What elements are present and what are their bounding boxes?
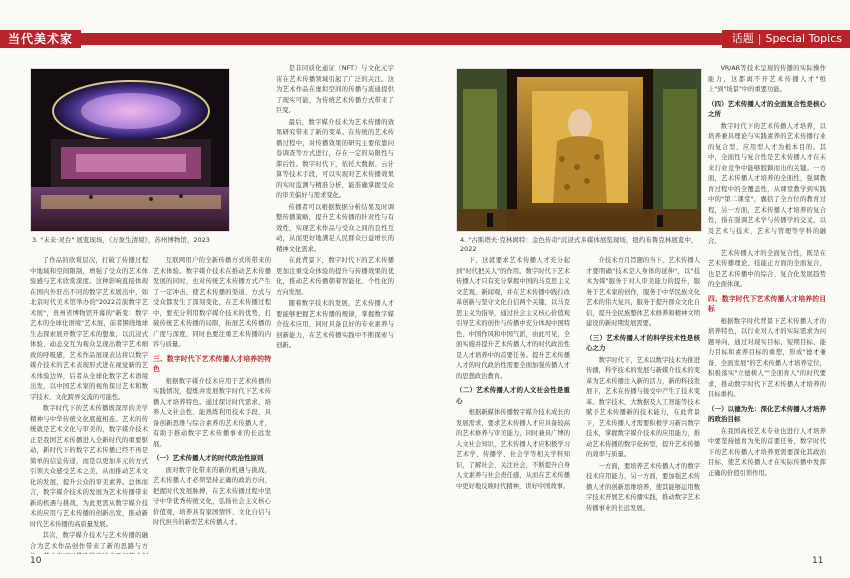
paragraph: 艺术传播人才的全面复合性，既是在艺术传播理论、技能正方面的全面复合，也是艺术传播中的综合、复合化发展趋势的全面体现。 bbox=[708, 249, 826, 288]
klimt-hall-illustration bbox=[457, 69, 702, 232]
paragraph: 传播者可以根据数据分析结果及时调整传播策略，提升艺术传播的针对性与有效性，实现艺术作品与受众之间的良性互动，从而更好地满足人民群众日益增长的精神文化需求。 bbox=[276, 203, 394, 253]
left-column-2 bbox=[153, 256, 271, 554]
paragraph: 是非同质化通证（NFT）与文化元宇宙在艺术传播领域引起了广泛的关注。这为艺术作品在虚拟空间的传播与流通提供了现实可能，为传统艺术传播方式带来了巨变。 bbox=[276, 65, 394, 114]
paragraph: 互联网用户的全新传播方式所带来的艺术体验。数字媒介技术在推动艺术传播发展的同时，也对传统艺术传播方式产生了一定冲击，使艺术传播的渠道、方式与受众都发生了深刻变化，在艺术传播过程中，要充分利用数字媒介技术的优势，打破传统艺术传播的局限，拓展艺术传播的广度与深度，同时也要注重艺术传播的内容与质量。 bbox=[153, 257, 271, 348]
photo-caption-left: 3. "未来·灵台" 展览现场，《万象生清境》，苏州博物馆，2023 bbox=[32, 236, 210, 244]
paragraph: 数字时代下，艺术以数字技术为推进传播，科学技术的发展与新媒介技术的变革为艺术传播注入新的活力，新的科技发展下，艺术在传播与接受中产生了技术变革。数字技术，大数据及人工智能等技术赋予艺术传播新的技术能力，在此背景下，艺术传播人才需要积极学习新兴数字技术，掌握数字媒介技术的应用能力，推动艺术传播的数字化转型，提升艺术传播的效率与质量。 bbox=[586, 356, 700, 458]
paragraph: 随着数字技术的发展，艺术传播人才要能够把握艺术传播的规律，掌握数字媒介技术应用，同时具备良好的专业素养与创新能力，在艺术传播实践中不断探索与创新。 bbox=[276, 300, 394, 349]
paragraph: 数字时代下的艺术传播人才培养，以培养兼具理论与实践素养的艺术传播行业的复合型、应用型人才为根本目的。其中，全面性与复合性是艺术传播人才在未来行业竞争中能够脱颖而出的关键。一方面，艺术传播人才培养的全面性，强调教育过程中的全覆盖性，从课堂教学到实践中的"第二课堂"，囊括了全方位的教育过程，另一方面，艺术传播人才培养的复合性，指在强调艺术学与传播学的交叉，以及艺术与技术、艺术与管理等学科的融合。 bbox=[708, 122, 826, 245]
subsection-heading: （三）艺术传播人才的科学技术性是核心之力 bbox=[586, 333, 700, 352]
paragraph: 下，这就要求艺术传播人才充分起到"时代把关人"的作用。数字时代下艺术传播人才只有充分掌握中国的马克思主义文艺观，新闻观，并在艺术传播中践行改革创新与坚守文化自信两个关键，以马克思主义为指导，通过社会主义核心价值观引导艺术的创作与传播中充分体现中国特色、中国作风和中国气派，由此可见，全面实施并提升艺术传播人才的时代政治性是人才培养中的首要任务。提升艺术传播人才的时代政治性需要全面加强传播人才的思想政治教育。 bbox=[456, 257, 570, 380]
section-heading: 三、数字时代下艺术传播人才培养的特色 bbox=[153, 354, 271, 373]
paragraph: 其次，数字媒介技术与艺术传播的融合为艺术作品创作带来了新的思路与方 bbox=[30, 532, 148, 550]
paragraph: 数字时代下的艺术传播既深厚的美学精神与中华传统文化底蕴相连。艺术的传统就是艺术文化与审美的，数字媒介技术正是我国艺术传播进入全新时代的重要驱动，新时代下的数字艺术传播已经不再是简单的信息传递，而是以更加多元的方式引领大众感受艺术之美，从而推动艺术文化的发展，提升公众的审美素养。总体而言，数字媒介技术的发展为艺术传播带来新的机遇与挑战，为此更需从数字媒介技术的应用与艺术传播的创新出发，推动新时代艺术传播的高质量发展。 bbox=[30, 405, 148, 528]
section-heading: 四、数字时代下艺术传播人才培养的目标 bbox=[708, 294, 826, 313]
paragraph: 根据数字时代背景下艺术传播人才的培养特色，以行业对人才的实际需求为问题导向，通过对现实目标，短期目标、能力目标和素养目标的重塑，形成"德才兼备、全面发展"的艺术传播人才培养定位，积极落实"立德树人""全面育人"的时代要求，推动数字时代下艺术传播人才培养的目标重构。 bbox=[708, 317, 826, 398]
magazine-logo: 当代美术家 bbox=[0, 30, 81, 48]
paragraph: 一方面，要培养艺术传播人才的数字技术应用能力，另一方面，要加强艺术传播人才的创新思维培养，使其能够运用数字技术开展艺术传播实践，推动数字艺术传播事业的长远发展。 bbox=[586, 462, 700, 512]
topic-label bbox=[722, 30, 850, 48]
right-column-1 bbox=[456, 256, 570, 554]
photo-caption-right: 4. "古斯塔夫·克林姆特：金色传奇"沉浸式多媒体展览现场，纽约布鲁克林展览中，2022 bbox=[460, 236, 698, 253]
paragraph: 根据新媒体传播数字媒介技术成长的发展需求，要求艺术传播人才应具备较高的艺术修养与审美能力，同时兼具广博的人文社会知识，艺术传播人才应积极学习艺术学、传播学、社会学等相关学科知识，了解社会、关注社会，不断提升自身人文素养与社会责任感，从而在艺术传播中更好地反映时代精神，讲好中国故事。 bbox=[456, 409, 570, 490]
page-number-right: 11 bbox=[812, 556, 824, 566]
right-column-2 bbox=[586, 256, 700, 554]
paragraph: 最后，数字媒介技术为艺术传播的效果研究带来了新的变革。在传统的艺术传播过程中，对传播效果的研究主要依靠问卷调查等方式进行，存在一定的局限性与滞后性。数字时代下，依托大数据、云计算等技术手段，可以实现对艺术传播效果的实时监测与精准分析，能准确掌握受众的审美偏好与需求变化。 bbox=[276, 118, 394, 199]
left-column-3 bbox=[276, 64, 394, 554]
subsection-heading: （四）艺术传播人才的全面复合性是核心之所 bbox=[708, 99, 826, 118]
topic-en: Special Topics bbox=[765, 32, 842, 45]
paragraph: 根据数字媒介技术应用于艺术传播的实践情况，提炼并发展数字时代下艺术传播人才培养特色。通过探讨时代需求、培养人文社会性、能熟练利用技术手段、具备创新思维与综合素养的艺术传播人才，有助于推动数字艺术传播事业的长远发展。 bbox=[153, 377, 271, 448]
exhibition-photo-right bbox=[456, 68, 702, 232]
paragraph: 在我国高校艺术专业也进行人才培养中要坚持德育为先的首要任务，数字时代下的艺术传播人才培养更需要深化其政治目标，使艺术传播人才在实际传播中发挥正确的价值引领作用。 bbox=[708, 427, 826, 477]
paragraph: 在此背景下，数字时代下的艺术传播更加注重受众体验的提升与传播效果的优化，推动艺术传播朝着智能化、个性化的方向发展。 bbox=[276, 257, 394, 296]
subsection-heading: （一）以德为先：深化艺术传播人才培养的政治目标 bbox=[708, 404, 826, 423]
paragraph: 了作品的欣赏层次，打破了传播过程中地域和空间限制，增强了受众的艺术体验感与艺术欣赏深度。这种影响直接体现在国内外驻出不同的数字艺术展出中，如北京时代美术馆举办的"2022首演数字艺术展"，贵州省博物馆开幕的"新变：数字艺术的全球化语境"艺术展，前者围绕地球生态探索展开数字艺术的想象，以沉浸式体验、动态交互为观众呈现出数字艺术细致的呼吸感，艺术作品展现表达将以数字媒介技术的艺术表现形式进在视觉新的艺术体验边界，后者从全球化数字艺术语境出发，以中国艺术家的视角探讨艺术和数字技术、文化跨界交流的可能性。 bbox=[30, 257, 148, 401]
paragraph: VR/AR等技术呈现的传播的实际操作能力，这都离不开艺术传播人才"纸上"到"场景"中的重要功能。 bbox=[708, 65, 826, 93]
right-column-3 bbox=[708, 64, 826, 554]
left-column-1 bbox=[30, 256, 148, 554]
paragraph: 面对数字化带来的新的机遇与挑战，艺术传播人才必须坚持正确的政治方向，把握时代发展脉搏，在艺术传播过程中坚守中华优秀传统文化，弘扬社会主义核心价值观，培养具有家国情怀、文化自信与时代担当的新型艺术传播人才。 bbox=[153, 466, 271, 526]
subsection-heading: （一）艺术传播人才的时代政治性原则 bbox=[153, 454, 264, 462]
topic-separator: | bbox=[757, 32, 762, 45]
exhibition-photo-left bbox=[30, 68, 230, 232]
museum-dome-illustration bbox=[31, 69, 230, 232]
subsection-heading: （二）艺术传播人才的人文社会性是重心 bbox=[456, 386, 570, 405]
topic-cn: 话题 bbox=[731, 32, 754, 45]
paragraph: 介技术方月旨题的当下，艺术传播人才要明确"技术是人身体的延伸"，以"技术为媒"服务于对人审美能力的提升，服务于艺术家的创作，服务于中华民族文化艺术的伟大复兴，服务于提升群众文化自信，提升全民族整体艺术修养和精神文明建设的新时期发展需要。 bbox=[586, 257, 700, 327]
page-number-left: 10 bbox=[30, 556, 42, 566]
